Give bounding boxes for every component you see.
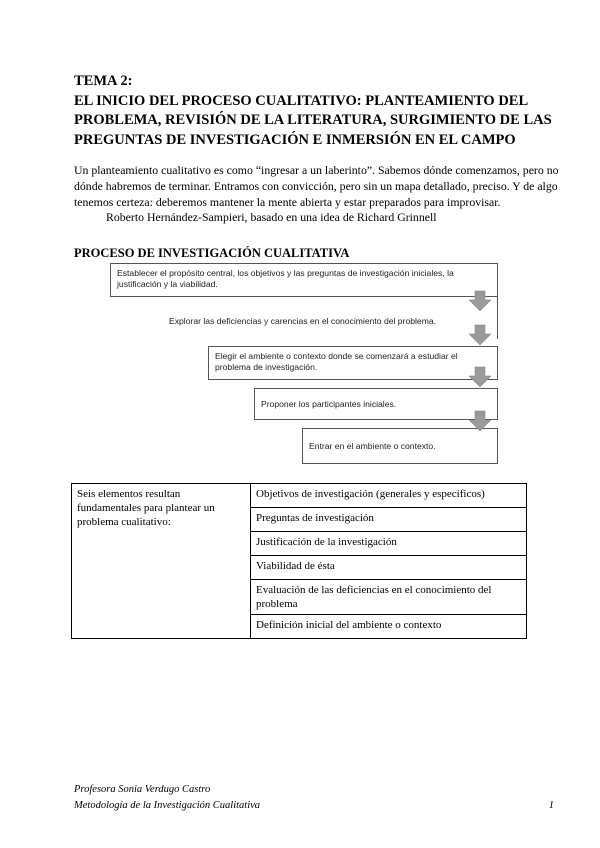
page-footer bbox=[74, 782, 554, 814]
chapter-title-line-2: PROBLEMA, REVISIÓN DE LA LITERATURA, SURGIMIENTO DE LAS bbox=[74, 112, 552, 128]
chapter-title-line-1: EL INICIO DEL PROCESO CUALITATIVO: PLANTEAMIENTO DEL bbox=[74, 92, 529, 109]
element-item: Evaluación de las deficiencias en el conocimiento del problema bbox=[251, 580, 527, 615]
element-item: Definición inicial del ambiente o contexto bbox=[251, 615, 527, 639]
chapter-heading bbox=[74, 72, 552, 150]
element-item: Preguntas de investigación bbox=[251, 508, 527, 532]
element-item: Viabilidad de ésta bbox=[251, 556, 527, 580]
elements-table bbox=[71, 483, 527, 639]
footer-course: Metodología de la Investigación Cualitativa bbox=[74, 800, 261, 811]
process-step-1: Establecer el propósito central, los objetivos y las preguntas de investigación iniciales, la justificación y la viabilidad. bbox=[110, 263, 498, 297]
element-item: Justificación de la investigación bbox=[251, 532, 527, 556]
process-title: PROCESO DE INVESTIGACIÓN CUALITATIVA bbox=[74, 246, 350, 260]
chapter-title-line-3: PREGUNTAS DE INVESTIGACIÓN E INMERSIÓN EN EL CAMPO bbox=[74, 131, 516, 148]
process-step-4: Proponer los participantes iniciales. bbox=[254, 388, 498, 420]
page-number: 1 bbox=[548, 800, 554, 811]
footer-author: Profesora Sonia Verdugo Castro bbox=[74, 784, 211, 795]
down-arrow-icon bbox=[469, 325, 491, 345]
quote-line-2: dónde habremos de terminar. Entramos con convicción, pero sin un mapa detallado, preciso. Y de algo bbox=[74, 178, 558, 193]
connector-line bbox=[497, 297, 498, 339]
intro-quote bbox=[74, 163, 559, 226]
quote-author: Roberto Hernández-Sampieri, basado en una idea de Richard Grinnell bbox=[106, 210, 437, 225]
process-step-3: Elegir el ambiente o contexto donde se comenzará a estudiar el problema de investigación. bbox=[208, 346, 498, 380]
process-step-5: Entrar en el ambiente o contexto. bbox=[302, 428, 498, 464]
process-step-2: Explorar las deficiencias y carencias en el conocimiento del problema. bbox=[169, 316, 437, 326]
chapter-number: TEMA 2: bbox=[74, 73, 133, 89]
quote-line-3: tenemos certeza: deberemos mantener la mente abierta y estar preparados para improvisar. bbox=[74, 194, 501, 209]
quote-line-1: Un planteamiento cualitativo es como “ingresar a un laberinto”. Sabemos dónde comenzamos, pero no bbox=[74, 163, 559, 177]
elements-intro-cell: Seis elementos resultan fundamentales para plantear un problema cualitativo: bbox=[72, 484, 251, 639]
element-item: Objetivos de investigación (generales y específicos) bbox=[251, 484, 527, 508]
